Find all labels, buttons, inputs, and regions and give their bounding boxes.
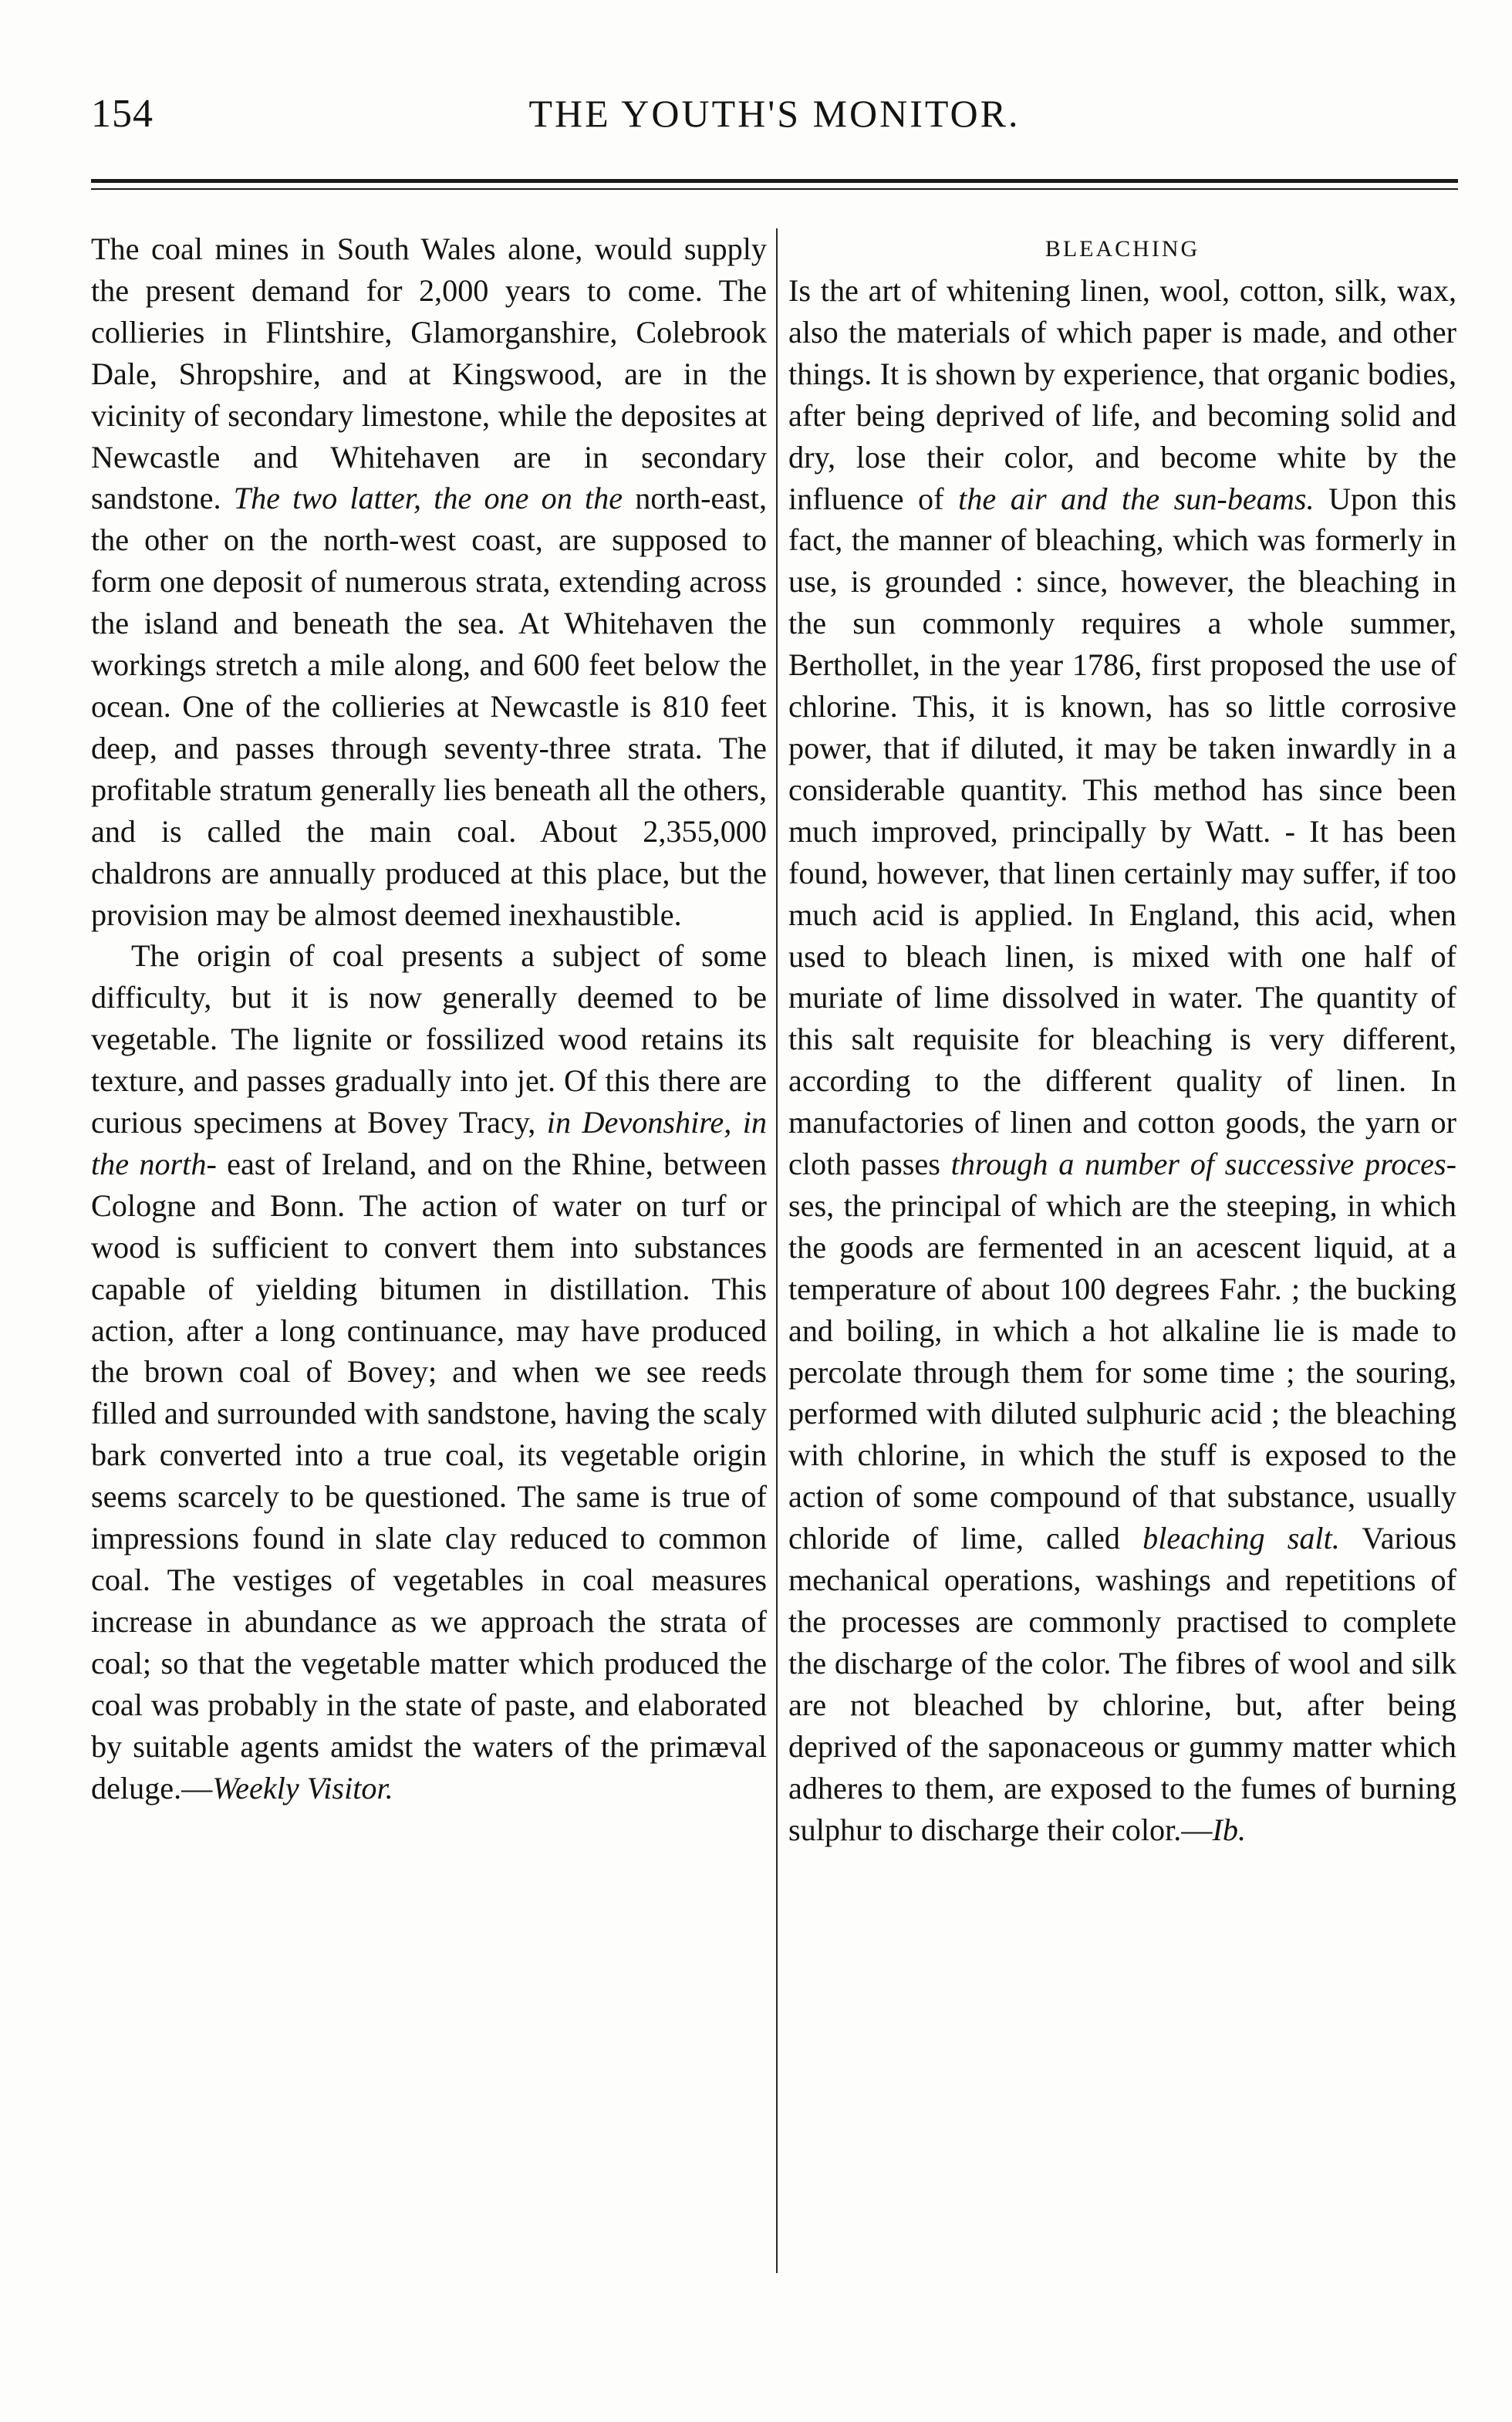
- text-run: Various mechanical operations, washings and repetitions of the processes are commonly practised to complete the discharge of the color. The fibres of wool and silk are not bleached by chlorine, but, after being deprived of the saponaceous or gummy matter which adheres to them, are exposed to the fumes of burning sulphur to discharge their color.—: [788, 1521, 1456, 1847]
- running-title: THE YOUTH'S MONITOR.: [528, 92, 1021, 135]
- coal-paragraph-2: [91, 935, 767, 1809]
- source-attribution: Weekly Visitor.: [212, 1770, 393, 1806]
- left-column: [91, 228, 767, 1809]
- text-run: Is the art of whitening linen, wool, cotton, silk, wax, also the materials of which paper is made, and other things. It is shown by experience, that organic bodies, after being deprived of life, and becoming solid and dry, lose their color, and become white by the influence of: [788, 273, 1456, 516]
- italic-run: the air and the sun-beams.: [958, 481, 1315, 516]
- page-header: [91, 91, 1458, 153]
- italic-run: The two latter, the one on the: [233, 481, 623, 516]
- column-divider: [776, 228, 778, 2273]
- source-attribution: Ib.: [1212, 1812, 1247, 1847]
- section-heading: BLEACHING: [1045, 236, 1200, 262]
- right-column: [788, 228, 1456, 1850]
- text-run: ses, the principal of which are the steeping, in which the goods are fermented in an acescent liquid, at a temperature of about 100 degrees Fahr. ; the bucking and boiling, in which a hot alkaline lie is made to percolate through them for some time ; the souring, performed with diluted sulphuric acid ; the bleaching with chlorine, in which the stuff is exposed to the action of some compound of that substance, usually chloride of lime, called: [788, 1187, 1456, 1556]
- text-run: The origin of coal presents a subject of some difficulty, but it is now generally deemed to be vegetable. The lignite or fossilized wood retains its texture, and passes gradually into jet. Of this there are curious specimens at Bovey Tracy,: [91, 938, 767, 1140]
- text-run: The coal mines in South Wales alone, would supply the present demand for 2,000 years to come. The collieries in Flintshire, Glamorganshire, Colebrook Dale, Shropshire, and at Kingswood, are in the vicinity of secondary limestone, while the deposites at Newcastle and Whitehaven are in secondary sandstone.: [91, 231, 767, 516]
- text-run: east of Ireland, and on the Rhine, between Cologne and Bonn. The action of water on turf or wood is sufficient to convert them into substances capable of yielding bitumen in distillation. This action, after a long continuance, may have produced the brown coal of Bovey; and when we see reeds filled and surrounded with sandstone, having the scaly bark converted into a true coal, its vegetable origin seems scarcely to be questioned. The same is true of impressions found in slate clay reduced to common coal. The vestiges of vegetables in coal measures increase in abundance as we approach the strata of coal; so that the vegetable matter which produced the coal was probably in the state of paste, and elaborated by suitable agents amidst the waters of the primæval deluge.—: [91, 1146, 767, 1806]
- header-rule-thick: [91, 179, 1458, 183]
- coal-paragraph-1: [91, 228, 767, 935]
- italic-run: bleaching salt.: [1142, 1521, 1340, 1556]
- italic-run: in Devonshire, in the north-: [91, 1105, 767, 1181]
- header-rule-thin: [91, 188, 1458, 190]
- page-number: 154: [91, 92, 154, 136]
- text-run: north-east, the other on the north-west coast, are supposed to form one deposit of numerous strata, extending across the island and beneath the sea. At Whitehaven the workings stretch a mile along, and 600 feet below the ocean. One of the collieries at Newcastle is 810 feet deep, and passes through seventy-three strata. The profitable stratum generally lies beneath all the others, and is called the main coal. About 2,355,000 chaldrons are annually produced at this place, but the provision may be almost deemed inexhaustible.: [91, 481, 768, 932]
- italic-run: through a number of successive proces-: [950, 1147, 1457, 1182]
- text-run: Upon this fact, the manner of bleaching, which was formerly in use, is grounded : since, however, the bleaching in the sun commonly requires a whole summer, Berthollet, in the year 1786, first proposed the use of chlorine. This, it is known, has so little corrosive power, that if diluted, it may be taken inwardly in a considerable quantity. This method has since been much improved, principally by Watt. - It has been found, however, that linen certainly may suffer, if too much acid is applied. In England, this acid, when used to bleach linen, is mixed with one half of muriate of lime dissolved in water. The quantity of this salt requisite for bleaching is very different, according to the different quality of linen. In manufactories of linen and cotton goods, the yarn or cloth passes: [788, 481, 1457, 1182]
- bleaching-paragraph: [788, 270, 1456, 1850]
